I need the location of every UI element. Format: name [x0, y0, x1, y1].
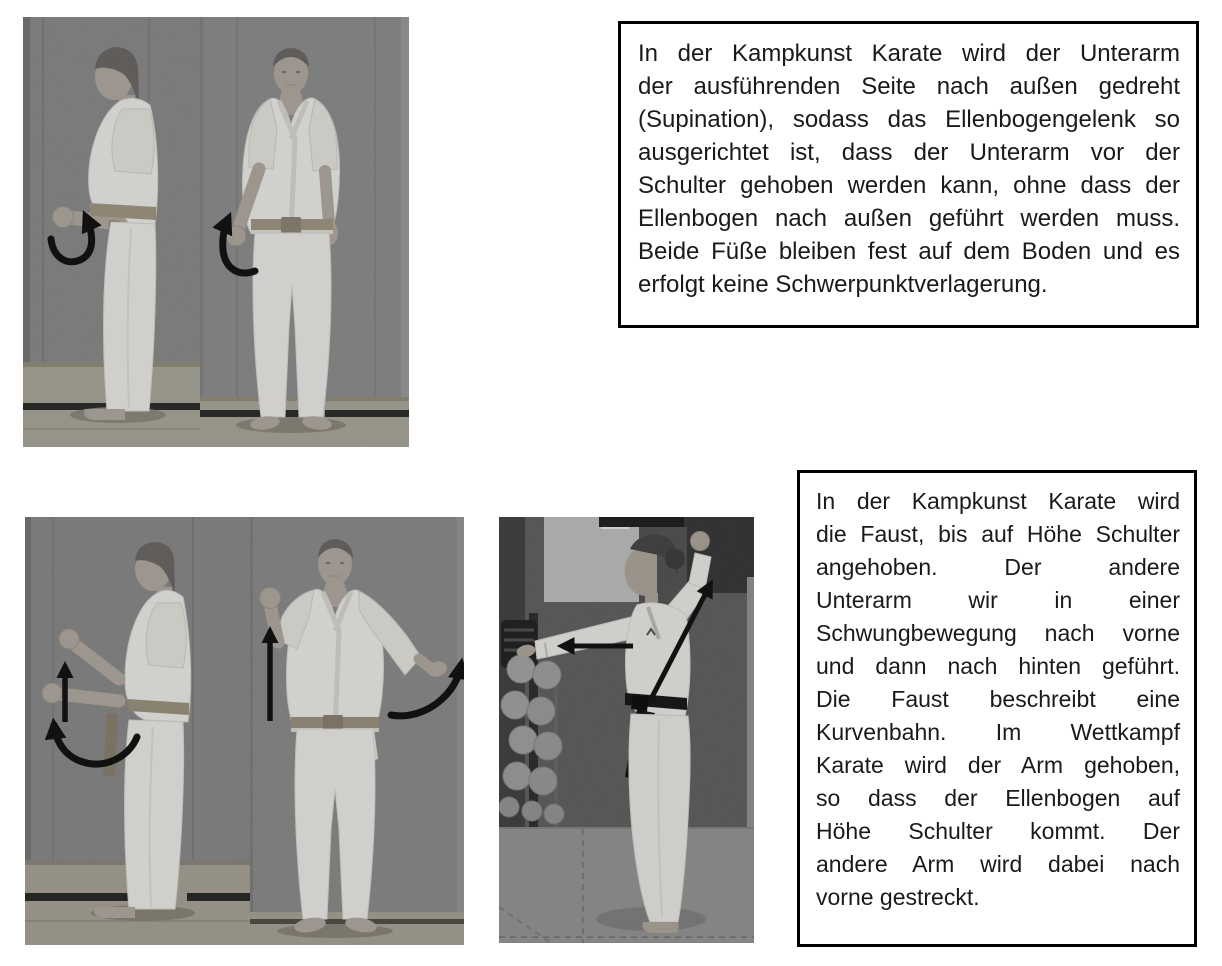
film-grain: [23, 17, 409, 447]
photo-supination-side-front: [23, 17, 409, 447]
text-line: Ellenbogen nach außen geführt werden muss.: [638, 205, 1180, 232]
text-line: Die Faust beschreibt eine: [816, 686, 1180, 712]
photo-kata-woman: [499, 517, 754, 943]
photo-lift-side-front: [25, 517, 464, 945]
text-line: Schulter gehoben werden kann, ohne dass der: [638, 172, 1180, 199]
text-line: so dass der Ellenbogen auf: [816, 785, 1180, 811]
textbox-supination: [618, 21, 1199, 328]
text-line: Höhe Schulter kommt. Der: [816, 818, 1180, 844]
text-line: Kurvenbahn. Im Wettkampf: [816, 719, 1180, 745]
film-grain: [25, 517, 464, 945]
text-line: die Faust, bis auf Höhe Schulter: [816, 521, 1180, 547]
text-line: der ausführenden Seite nach außen gedreht: [638, 73, 1180, 100]
text-line: andere Arm wird dabei nach: [816, 851, 1180, 877]
text-line: Karate wird der Arm gehoben,: [816, 752, 1180, 778]
text-line: erfolgt keine Schwerpunktverlagerung.: [638, 271, 1048, 298]
photo-supination-svg: [23, 17, 409, 447]
text-line: vorne gestreckt.: [816, 884, 980, 910]
text-line: (Supination), sodass das Ellenbogengelenk so: [638, 106, 1180, 133]
film-grain: [499, 517, 754, 943]
textbox-faust: [797, 470, 1197, 947]
text-line: Beide Füße bleiben fest auf dem Boden und es: [638, 238, 1180, 265]
text-line: In der Kampkunst Karate wird der Unterarm: [638, 40, 1180, 67]
textbox-supination-text: [621, 24, 1196, 325]
text-line: Unterarm wir in einer: [816, 587, 1180, 613]
textbox-faust-text: [800, 473, 1194, 944]
photo-kata-svg: [499, 517, 754, 943]
text-line: ausgerichtet ist, dass der Unterarm vor der: [638, 139, 1180, 166]
text-line: angehoben. Der andere: [816, 554, 1180, 580]
photo-lift-svg: [25, 517, 464, 945]
text-line: Schwungbewegung nach vorne: [816, 620, 1180, 646]
text-line: und dann nach hinten geführt.: [816, 653, 1180, 679]
text-line: In der Kampkunst Karate wird: [816, 488, 1180, 514]
